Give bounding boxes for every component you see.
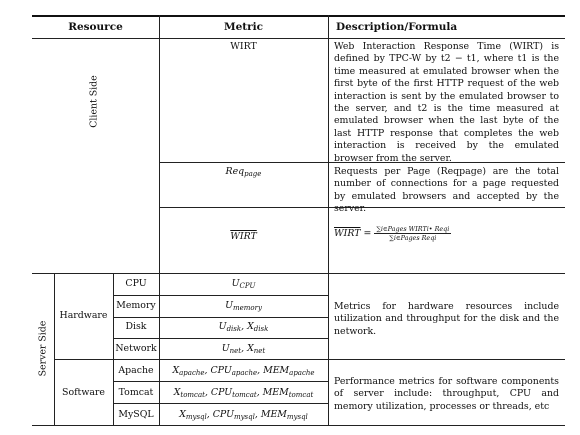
metric-apache: $X_{apache}$, $CPU_{apache}$, $MEM_{apache}$ bbox=[172, 365, 315, 377]
metric-tomcat: $X_{tomcat}$, $CPU_{tomcat}$, $MEM_{tomcat}$ bbox=[173, 387, 314, 399]
hardware-label: Hardware bbox=[59, 310, 108, 321]
bottom-rule bbox=[32, 425, 565, 426]
hw-memory: Memory bbox=[116, 300, 156, 311]
sw-tomcat: Tomcat bbox=[118, 387, 154, 398]
metric-mysql: $X_{mysql}$, $CPU_{mysql}$, $MEM_{mysql}$ bbox=[179, 409, 308, 421]
header-metric: Metric bbox=[223, 21, 264, 33]
hw-sw-rule bbox=[54, 359, 565, 360]
hw-rule-2 bbox=[113, 317, 328, 318]
hw-network: Network bbox=[115, 343, 157, 354]
header-rule bbox=[32, 38, 565, 39]
vrule-side bbox=[54, 273, 55, 425]
metric-network: $U_{net}$, $X_{net}$ bbox=[221, 343, 266, 355]
metric-cpu: $U_{CPU}$ bbox=[231, 278, 256, 290]
metric-wirt: WIRT bbox=[230, 41, 257, 52]
hw-rule-3 bbox=[113, 338, 328, 339]
description-wirt: Web Interaction Response Time (WIRT) is defined by TPC-W by t2 − t1, where t1 is the time measured at emulated browser when the first byte of the first HTTP request of the web interaction is sent by the emulated browser to the server, and t2 is the time measured at emulated browser when the last byte of the last HTTP response that completes the web interaction is received by the emulated browser from the server. bbox=[334, 41, 559, 164]
metric-disk: $U_{disk}$, $X_{disk}$ bbox=[218, 321, 269, 333]
description-software: Performance metrics for software components of server include: throughput, CPU and memory utilization, processes or threads, etc bbox=[334, 376, 559, 412]
top-rule bbox=[32, 15, 565, 17]
metric-memory: $U_{memory}$ bbox=[225, 300, 262, 312]
description-hardware: Metrics for hardware resources include utilization and throughput for the disk and the network. bbox=[334, 301, 559, 337]
description-reqpage: Requests per Page (Reqpage) are the total number of connections for a page requested by emulated browsers and accepted by the server. bbox=[334, 166, 559, 215]
hw-rule-1 bbox=[113, 295, 328, 296]
header-resource: Resource bbox=[68, 21, 123, 33]
client-side-label: Client Side bbox=[88, 75, 100, 128]
header-description: Description/Formula bbox=[336, 21, 458, 33]
formula-wirt-avg: WIRT = $\frac{\text{∑i∈Pages WIRTi• Reqi}}{\text{∑i∈Pages Reqi}}$ bbox=[334, 225, 450, 242]
software-label: Software bbox=[62, 387, 105, 398]
hw-cpu: CPU bbox=[125, 278, 147, 289]
metrics-table bbox=[32, 15, 565, 432]
sw-rule-1 bbox=[113, 381, 328, 382]
metric-wirt-avg: WIRT bbox=[230, 231, 257, 242]
vrule-metric bbox=[159, 15, 160, 425]
metric-reqpage: Req$_{page}$ bbox=[225, 166, 262, 178]
sw-mysql: MySQL bbox=[118, 409, 154, 420]
sw-rule-2 bbox=[113, 403, 328, 404]
hw-disk: Disk bbox=[125, 321, 147, 332]
server-side-label: Server Side bbox=[37, 320, 49, 377]
section-rule bbox=[32, 273, 565, 274]
sw-apache: Apache bbox=[118, 365, 154, 376]
